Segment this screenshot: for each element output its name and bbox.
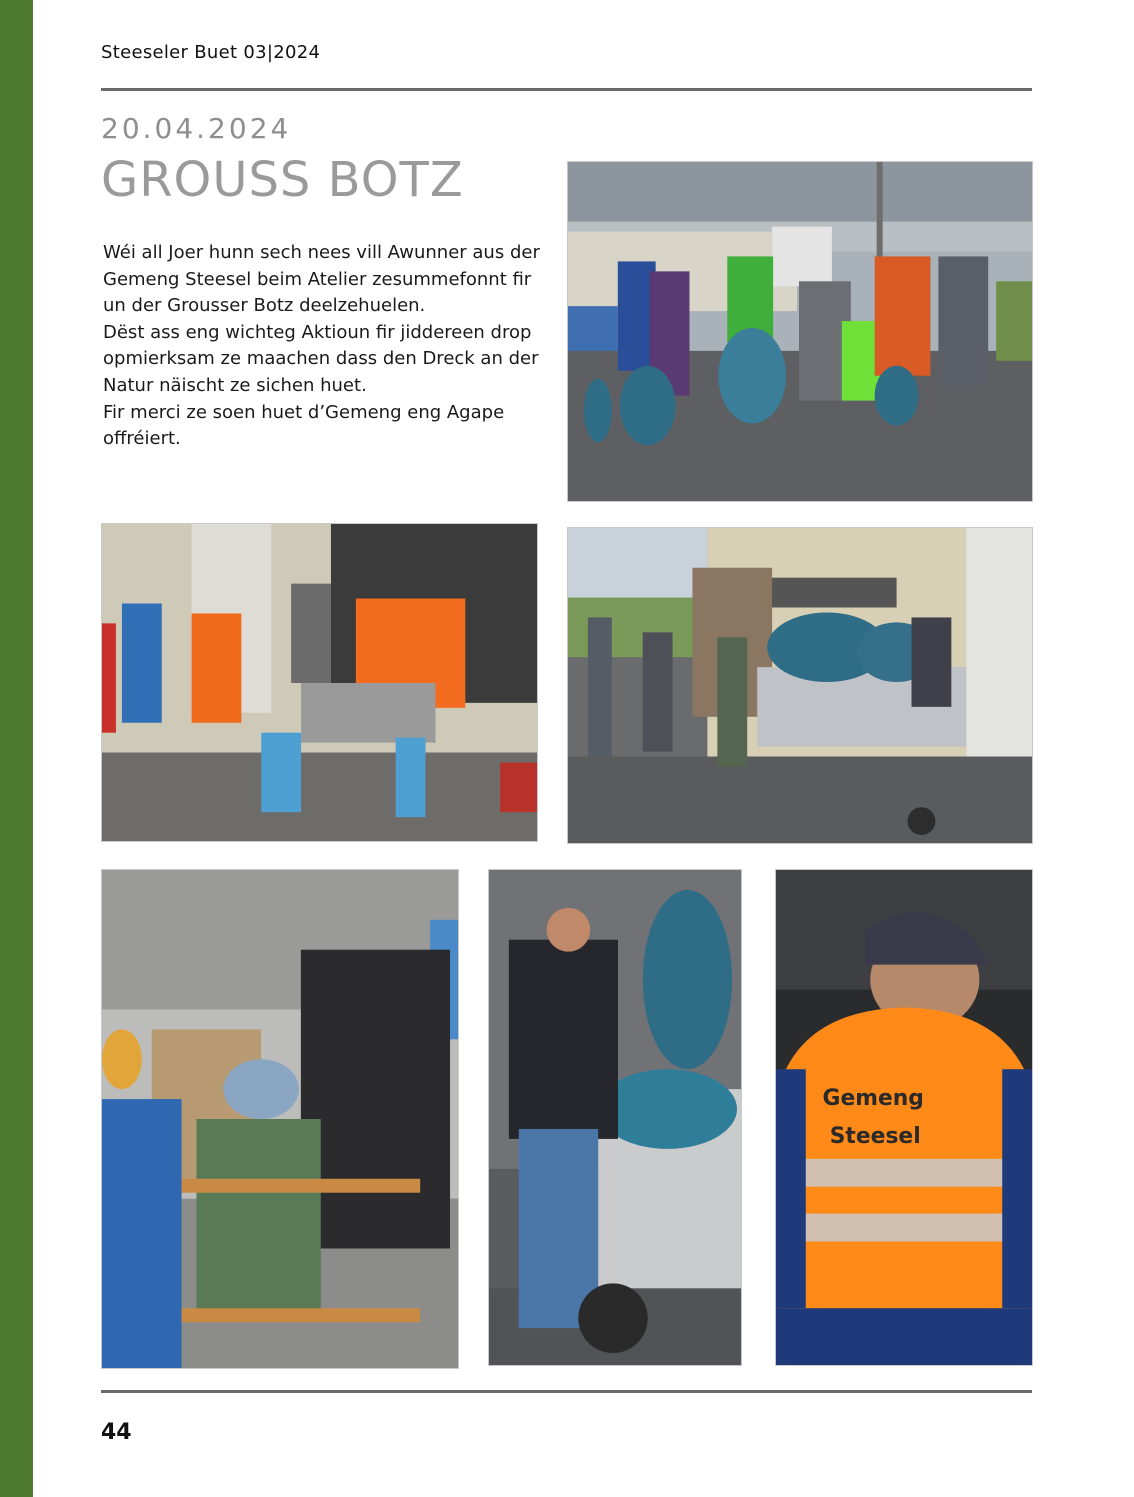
photo-agape-benches: [101, 869, 459, 1369]
vest-print-line2: Steesel: [829, 1123, 921, 1149]
vest-print-line1: Gemeng: [822, 1086, 924, 1112]
photo-trailer-loading: [567, 527, 1033, 844]
header-divider: [101, 88, 1032, 91]
page-number: 44: [101, 1420, 132, 1445]
footer-divider: [101, 1390, 1032, 1393]
photo-hi-vis-vest: [775, 869, 1033, 1366]
article-paragraph: Fir merci ze soen huet d’Gemeng eng Agape offréiert.: [103, 401, 505, 450]
article-date: 20.04.2024: [101, 112, 292, 145]
photo-barbecue: [101, 523, 538, 842]
article-paragraph: Wéi all Joer hunn sech nees vill Awunner aus der Gemeng Steesel beim Atelier zesummefonnt fir un der Grousser Botz deelzehuelen.: [103, 242, 540, 317]
photo-man-lifting-bag: [488, 869, 742, 1366]
article-title: GROUSS BOTZ: [101, 152, 464, 208]
article-body: [103, 240, 543, 453]
article-paragraph: Dëst ass eng wichteg Aktioun fir jiddereen drop opmierksam ze maachen dass den Dreck an der Natur näischt ze sichen huet.: [103, 321, 539, 396]
publication-title: Steeseler Buet 03|2024: [101, 42, 321, 63]
photo-group-with-bags: [567, 161, 1033, 502]
green-sidebar-bar: [0, 0, 33, 1497]
